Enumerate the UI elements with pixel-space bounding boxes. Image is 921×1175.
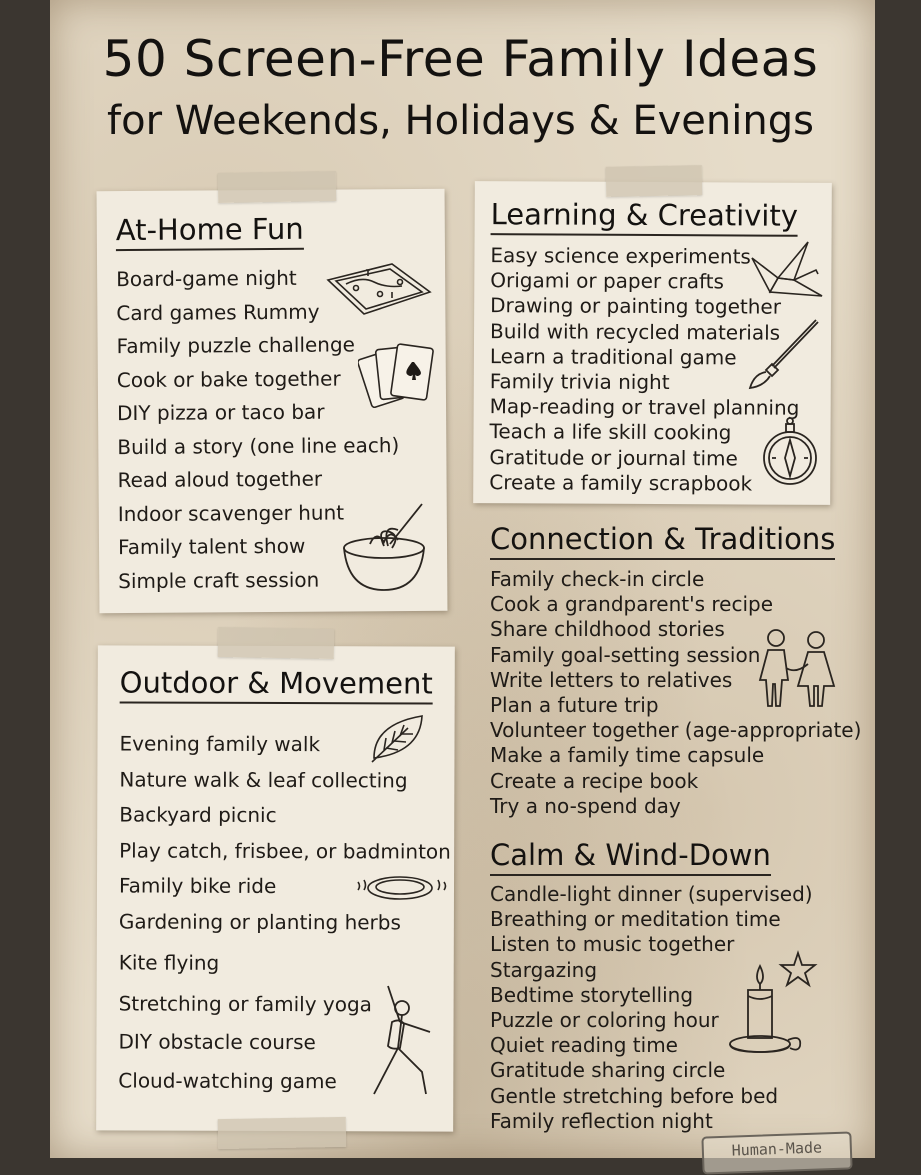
list-item: Try a no-spend day [490, 793, 681, 818]
list-item: Family check-in circle [490, 567, 705, 591]
list-item: Card games Rummy [116, 299, 320, 325]
list-item: Family goal-setting session [490, 642, 761, 667]
list-item: Volunteer together (age-appropriate) [490, 718, 862, 743]
list-item: Teach a life skill cooking [489, 419, 732, 445]
list-item: Easy science experiments [490, 243, 751, 269]
section-heading-outdoor: Outdoor & Movement [120, 665, 433, 704]
mixing-bowl-icon [340, 500, 432, 596]
list-item: Family trivia night [489, 369, 670, 395]
page-subtitle: for Weekends, Holidays & Evenings [107, 98, 814, 144]
list-item: Drawing or painting together [490, 293, 782, 320]
leaf-icon [368, 712, 428, 764]
list-item: Stargazing [490, 957, 598, 982]
list-item: Family bike ride [118, 873, 277, 899]
list-item: DIY pizza or taco bar [116, 399, 325, 426]
list-item: Quiet reading time [490, 1033, 678, 1058]
tape-strip [218, 627, 335, 659]
list-item: Read aloud together [117, 466, 323, 493]
list-item: Play catch, frisbee, or badminton [119, 837, 451, 864]
list-item: Family reflection night [490, 1108, 713, 1133]
frisbee-icon [354, 868, 450, 908]
human-made-stamp: Human-Made [701, 1131, 852, 1174]
list-item: Cook a grandparent's recipe [490, 592, 774, 617]
page-title: 50 Screen-Free Family Ideas [102, 30, 819, 88]
list-item: Backyard picnic [119, 802, 277, 828]
section-heading-at-home: At-Home Fun [116, 212, 304, 251]
section-heading-learning: Learning & Creativity [491, 197, 798, 237]
list-item: Breathing or meditation time [490, 907, 781, 932]
section-heading-calm: Calm & Wind-Down [490, 838, 771, 876]
board-game-icon [322, 258, 434, 318]
list-item: Family puzzle challenge [116, 332, 356, 359]
list-item: Bedtime storytelling [490, 982, 694, 1007]
list-item: Gratitude sharing circle [490, 1058, 726, 1083]
yoga-figure-icon [364, 982, 444, 1102]
list-item: Learn a traditional game [489, 343, 737, 370]
list-item: Kite flying [118, 949, 220, 975]
list-item: Evening family walk [119, 731, 321, 757]
list-item: Cloud-watching game [118, 1067, 337, 1093]
list-item: Create a family scrapbook [489, 469, 753, 496]
list-item: Gentle stretching before bed [490, 1083, 779, 1108]
list-item: Origami or paper crafts [490, 268, 725, 294]
list-item: Map-reading or travel planning [489, 394, 800, 420]
list-item: Listen to music together [490, 932, 735, 957]
list-item: Make a family time capsule [490, 743, 765, 768]
list-item: Stretching or family yoga [118, 990, 372, 1016]
list-item: Write letters to relatives [490, 667, 733, 692]
list-item: Plan a future trip [490, 692, 659, 717]
list-item: Cook or bake together [116, 366, 341, 392]
list-item: Puzzle or coloring hour [490, 1007, 719, 1032]
list-item: Create a recipe book [490, 768, 699, 793]
paper-crane-icon [748, 240, 826, 300]
compass-icon [760, 416, 820, 490]
list-item: Candle-light dinner (supervised) [490, 882, 813, 906]
list-item: Indoor scavenger hunt [117, 500, 345, 526]
list-item: DIY obstacle course [118, 1029, 316, 1055]
family-figures-icon [756, 626, 840, 710]
list-item: Build a story (one line each) [117, 432, 400, 459]
tape-strip [218, 171, 337, 203]
list-item: Board-game night [116, 265, 297, 292]
list-item: Gratitude or journal time [489, 444, 738, 470]
candle-icon [726, 962, 806, 1062]
list-item: Gardening or planting herbs [118, 908, 401, 934]
playing-cards-icon [358, 338, 438, 412]
tape-strip [606, 165, 703, 197]
list-item: Simple craft session [118, 567, 320, 593]
tape-strip [218, 1117, 347, 1149]
list-item: Build with recycled materials [489, 318, 781, 345]
list-item: Nature walk & leaf collecting [119, 766, 408, 792]
list-item: Share childhood stories [490, 617, 725, 642]
paintbrush-icon [744, 318, 820, 392]
section-heading-connection: Connection & Traditions [490, 522, 835, 560]
list-item: Family talent show [117, 533, 306, 560]
